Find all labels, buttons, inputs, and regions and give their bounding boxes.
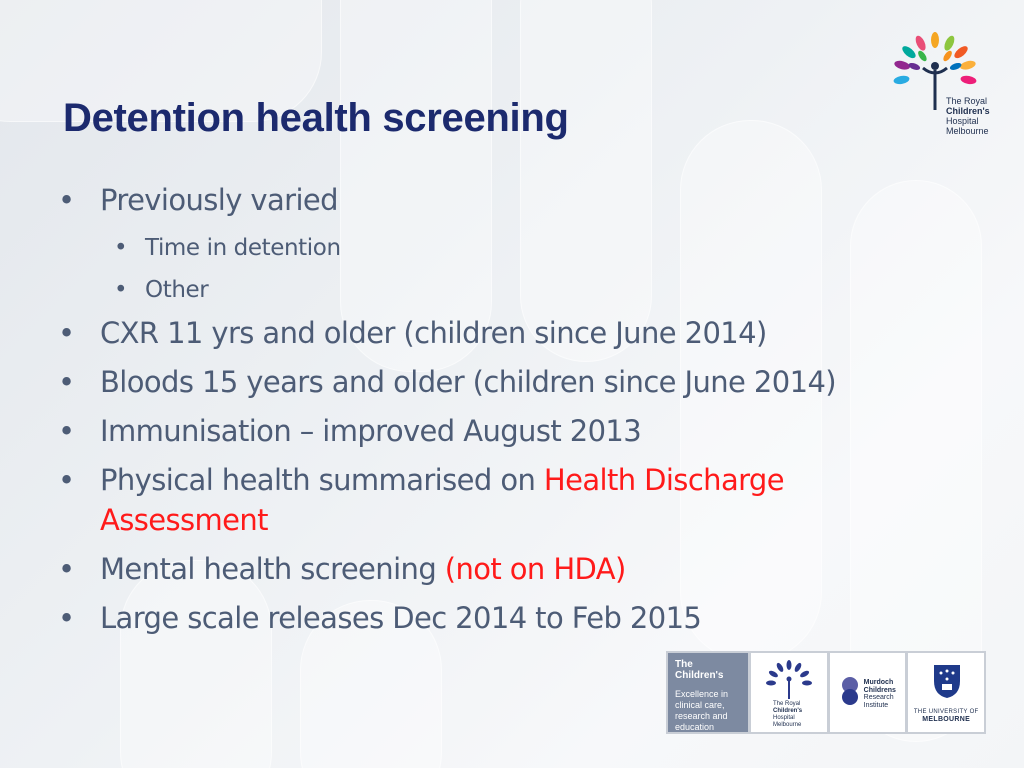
rch-logo-text: The Royal Children's Hospital Melbourne — [946, 96, 990, 136]
footer-logos — [666, 651, 986, 734]
footer-mcri-text: Murdoch Childrens Research Institute — [863, 679, 896, 709]
bullet-immunisation: • Immunisation – improved August 2013 — [58, 411, 938, 451]
highlight-health-discharge-assessment: Health Discharge Assessment — [100, 463, 784, 537]
rch-logo — [893, 30, 993, 140]
footer-uom-logo — [908, 653, 984, 732]
bullet-mental-health: • Mental health screening (not on HDA) — [58, 549, 938, 589]
footer-rch-tree-icon — [751, 657, 827, 701]
sub-bullet-other: • Other — [58, 271, 938, 309]
uom-crest-icon — [932, 663, 962, 699]
footer-panel-description: Excellence in clinical care, research and education — [675, 689, 729, 732]
bullet-large-scale-releases: • Large scale releases Dec 2014 to Feb 2015 — [58, 598, 938, 638]
footer-mcri-logo — [830, 653, 906, 732]
bullet-bloods: • Bloods 15 years and older (children since June 2014) — [58, 362, 938, 402]
bullet-cxr: • CXR 11 yrs and older (children since June 2014) — [58, 313, 938, 353]
highlight-not-on-hda: (not on HDA) — [444, 552, 626, 586]
footer-rch-text: The Royal Children's Hospital Melbourne — [773, 701, 803, 728]
footer-childrens-panel: The Children's Excellence in clinical care, research and education — [668, 653, 748, 732]
mcri-circles-icon — [838, 677, 862, 705]
footer-rch-logo — [751, 653, 827, 732]
footer-uom-text: THE UNIVERSITY OF MELBOURNE — [913, 709, 979, 723]
bullet-physical-health: • Physical health summarised on Health Discharge Assessment — [58, 460, 938, 540]
slide-title: Detention health screening — [63, 96, 569, 140]
bullet-previously-varied: • Previously varied — [58, 180, 938, 220]
sub-bullet-time-in-detention: • Time in detention — [58, 229, 938, 267]
bullet-list — [58, 180, 938, 647]
